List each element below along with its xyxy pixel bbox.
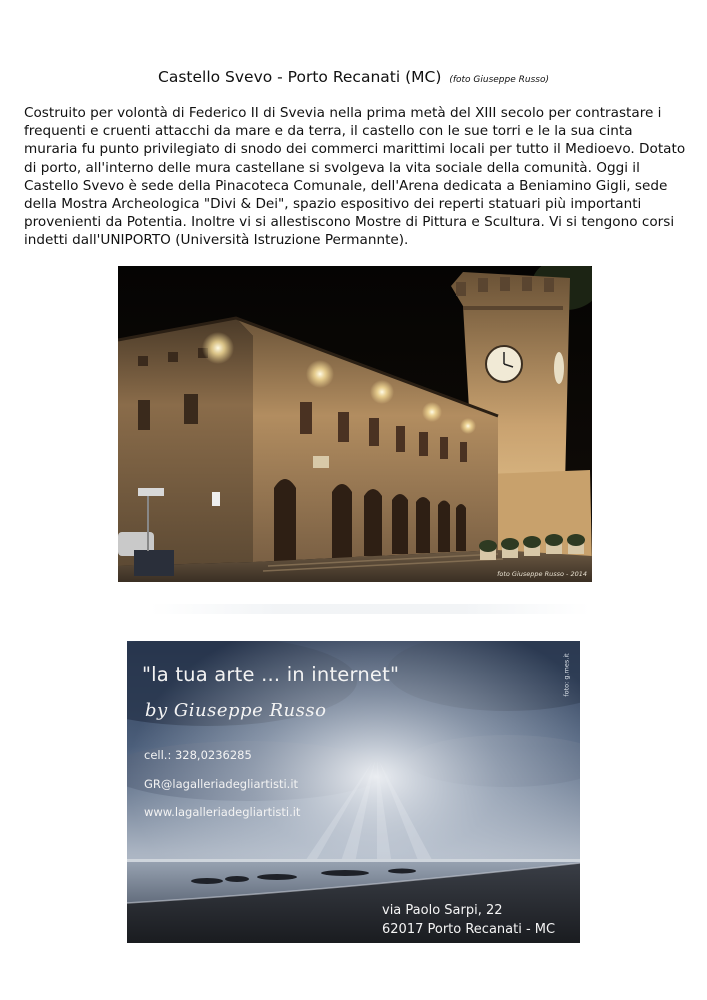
card-address-line1: via Paolo Sarpi, 22 — [382, 903, 503, 918]
seascape-background — [127, 641, 580, 943]
card-headline: "la tua arte ... in internet" — [142, 663, 400, 686]
card-phone: cell.: 328,0236285 — [144, 748, 252, 762]
page-title — [0, 68, 707, 86]
title-photo-credit: (foto Giuseppe Russo) — [449, 75, 549, 85]
castle-photo-watermark: foto Giuseppe Russo - 2014 — [497, 570, 587, 578]
card-byline: by Giuseppe Russo — [145, 700, 327, 721]
title-text: Castello Svevo - Porto Recanati (MC) — [158, 68, 442, 86]
business-card — [127, 641, 580, 943]
description-paragraph: Costruito per volontà di Federico II di Svevia nella prima metà del XIII secolo per contrastare i frequenti e cruenti attacchi da mare e da terra, il castello con le sue torri e le la sua cinta muraria fu punto privilegiato di snodo dei commerci marittimi locali per tutto il Medioevo. Dotato di porto, all'interno delle mura castellane si svolgeva la vita sociale della comunità. Oggi il Castello Svevo è sede della Pinacoteca Comunale, dell'Arena dedicata a Beniamino Gigli, sede della Mostra Archeologica "Divi & Dei", spazio espositivo dei reperti statuari più importanti provenienti da Potentia. Inoltre vi si allestiscono Mostre di Pittura e Scultura. Vi si tengono corsi indetti dall'UNIPORTO (Università Istruzione Permannte). — [24, 105, 686, 249]
card-email: GR@lagalleriadegliartisti.it — [144, 777, 299, 791]
castle-photo-illustration — [118, 266, 592, 582]
faint-divider — [150, 604, 590, 614]
card-website: www.lagalleriadegliartisti.it — [144, 805, 301, 819]
card-address-line2: 62017 Porto Recanati - MC — [382, 922, 556, 937]
card-vertical-credit: foto: g.mes.it — [562, 653, 571, 697]
castle-photo — [118, 266, 592, 582]
